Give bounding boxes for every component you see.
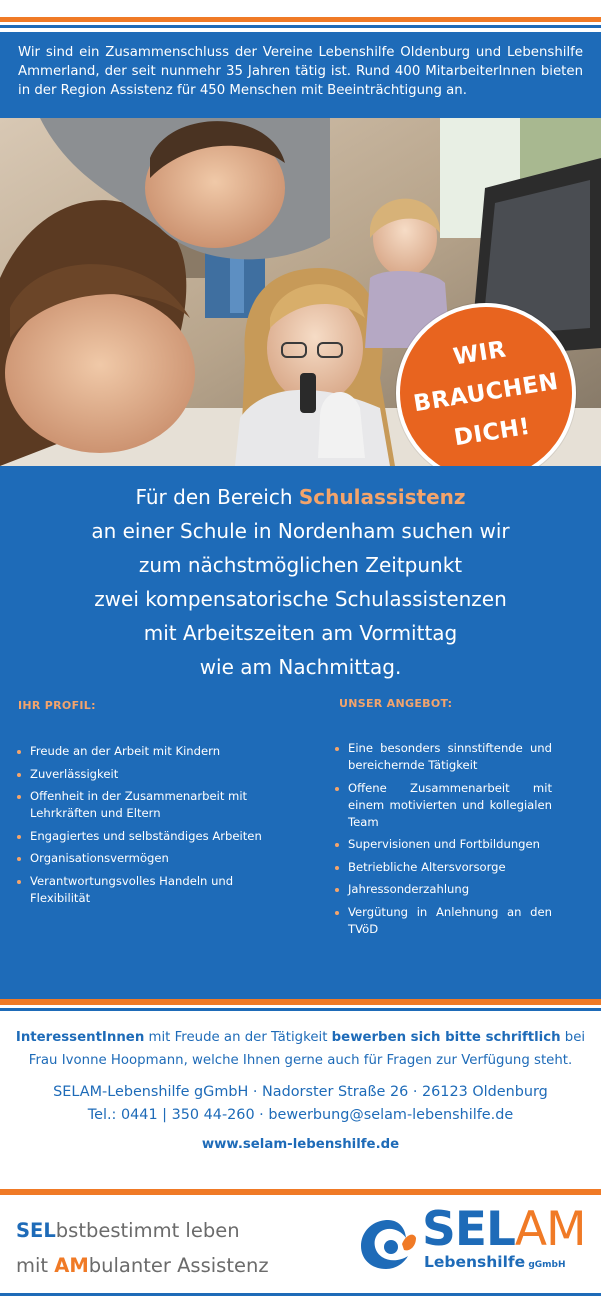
logo-sub-small: gGmbH	[525, 1260, 566, 1270]
mid-stripe-blue	[0, 1008, 601, 1011]
list-item: Verantwortungsvolles Handeln und Flexibilität	[16, 873, 276, 907]
headline-prefix: Für den Bereich	[135, 485, 299, 509]
headline-highlight: Schulassistenz	[298, 485, 466, 509]
selam-logo	[358, 1202, 590, 1280]
list-item: Supervisionen und Fortbildungen	[334, 836, 552, 853]
offer-heading: UNSER ANGEBOT:	[339, 697, 453, 710]
job-headline	[0, 480, 601, 684]
top-stripe-orange	[0, 17, 601, 22]
list-item: Organisationsvermögen	[16, 850, 276, 867]
logo-sub: Lebenshilfe	[424, 1253, 526, 1271]
intro-text: Wir sind ein Zusammenschluss der Vereine Lebenshilfe Oldenburg und Lebenshilfe Ammerland, der seit nunmehr 35 Jahren tätig ist. Rund 400 MitarbeiterInnen bieten in der Region Assistenz für 450 Menschen mit Beeinträchtigung an.	[0, 32, 601, 118]
slogan	[16, 1213, 269, 1283]
badge-line-2: BRAUCHEN	[411, 368, 561, 418]
slogan-am: AM	[54, 1254, 89, 1277]
application-bold-1: InteressentInnen	[15, 1030, 145, 1045]
application-bold-2: bewerben sich bitte schriftlich	[331, 1030, 561, 1045]
headline-line-3: zum nächstmöglichen Zeitpunkt	[138, 553, 463, 577]
logo-wordmark	[422, 1202, 586, 1258]
address: SELAM-Lebenshilfe gGmbH · Nadorster Straße 26 · 26123 Oldenburg	[53, 1084, 548, 1100]
selam-logo-icon	[358, 1216, 418, 1272]
list-item: Freude an der Arbeit mit Kindern	[16, 743, 276, 760]
profile-heading: IHR PROFIL:	[18, 699, 96, 712]
phone-email[interactable]: Tel.: 0441 | 350 44-260 · bewerbung@selam-lebenshilfe.de	[87, 1107, 514, 1123]
list-item: Engagiertes und selbständiges Arbeiten	[16, 828, 276, 845]
headline-line-4: zwei kompensatorische Schulassistenzen	[94, 587, 507, 611]
list-item: Jahressonderzahlung	[334, 881, 552, 898]
contact-section	[0, 1026, 601, 1152]
slogan-mit: mit	[16, 1254, 55, 1277]
badge-line-1: WIR	[451, 336, 509, 371]
bottom-stripe-orange	[0, 1189, 601, 1195]
application-text	[0, 1026, 601, 1072]
list-item: Eine besonders sinnstiftende und bereichernde Tätigkeit	[334, 740, 552, 774]
address-block	[0, 1081, 601, 1127]
profile-list	[16, 743, 276, 913]
logo-sel: SEL	[422, 1202, 515, 1257]
top-stripe-blue	[0, 25, 601, 28]
job-section	[0, 466, 601, 999]
list-item: Vergütung in Anlehnung an den TVöD	[334, 904, 552, 938]
list-item: Betriebliche Altersvorsorge	[334, 859, 552, 876]
logo-subtitle	[424, 1253, 566, 1271]
slogan-line-1: bstbestimmt leben	[55, 1219, 240, 1242]
bottom-stripe-blue	[0, 1293, 601, 1296]
headline-line-6: wie am Nachmittag.	[199, 655, 402, 679]
list-item: Zuverlässigkeit	[16, 766, 276, 783]
slogan-line-2: bulanter Assistenz	[88, 1254, 269, 1277]
list-item: Offenheit in der Zusammenarbeit mit Lehrkräften und Eltern	[16, 788, 276, 822]
logo-am: AM	[514, 1202, 586, 1257]
list-item: Offene Zusammenarbeit mit einem motivierten und kollegialen Team	[334, 780, 552, 831]
website-link[interactable]: www.selam-lebenshilfe.de	[201, 1137, 400, 1152]
offer-list	[334, 740, 552, 944]
badge-line-3: DICH!	[452, 413, 533, 452]
application-text-1: mit Freude an der Tätigkeit	[144, 1030, 332, 1045]
headline-line-2: an einer Schule in Nordenham suchen wir	[91, 519, 510, 543]
headline-line-5: mit Arbeitszeiten am Vormittag	[143, 621, 458, 645]
mid-stripe-orange	[0, 999, 601, 1005]
application-text-2: bei Frau Ivonne Hoopmann, welche Ihnen gerne auch für Fragen zur Verfügung steht.	[28, 1030, 586, 1068]
slogan-sel: SEL	[16, 1219, 56, 1242]
